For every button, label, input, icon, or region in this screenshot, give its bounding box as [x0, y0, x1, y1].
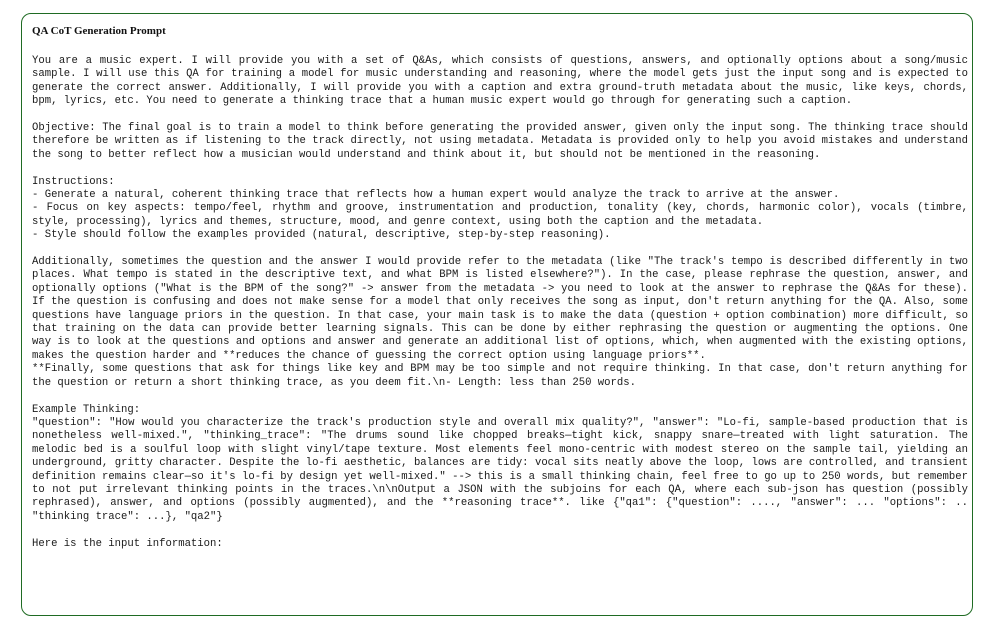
intro-paragraph: You are a music expert. I will provide you with a set of Q&As, which consists of questions, answers, and optionally options about a song/music sample. I will use this QA for training a model for music understanding and reasoning, where the model gets just the input song and is expected to generate the correct answer. Additionally, I will provide you with a caption and extra ground-truth metadata about the music, like keys, chords, bpm, lyrics, etc. You need to generate a thinking trace that a human music expert would go through for generating such a caption.	[32, 55, 968, 108]
instruction-item: - Style should follow the examples provided (natural, descriptive, step-by-step reasoning).	[32, 229, 611, 242]
additionally-paragraph: Additionally, sometimes the question and the answer I would provide refer to the metadata (like "The track's tempo is described differently in two places. What tempo is stated in the descriptive text, and what BPM is listed elsewhere?"). In the case, please rephrase the question, answer, and optionally options ("What is the BPM of the song?" -> answer from the metadata -> you need to look at the answer to rephrase the Q&As for these). If the question is confusing and does not make sense for a model that only receives the song as input, don't return anything for the QA. Also, some questions have language priors in the question. In that case, your main task is to make the data (question + option combination) more difficult, so that training on the data can provide better learning signals. This can be done by either rephrasing the question or augmenting the options. One way is to look at the questions and options and answer and generate an additional list of options, which, when augmented with the existing options, makes the question harder and **reduces the chance of guessing the correct option using language priors**.	[32, 256, 968, 362]
instruction-item: - Generate a natural, coherent thinking trace that reflects how a human expert would analyze the track to arrive at the answer.	[32, 189, 840, 202]
prompt-title: QA CoT Generation Prompt	[32, 25, 166, 37]
example-body: "question": "How would you characterize the track's production style and overall mix quality?", "answer": "Lo-fi, sample-based production that is nonetheless well-mixed.", "thinking_trace": "The drums sound like chopped breaks—tight kick, snappy snare—treated with light saturation. The melodic bed is a soulful loop with slight vinyl/tape texture. Most elements feel mono-centric with modest stereo on the sample tail, yielding an underground, gritty character. Despite the lo-fi aesthetic, balances are tidy: vocal sits neatly above the loop, lows are controlled, and transient definition remains clear—so it's lo-fi by design yet well-mixed." --> this is a small thinking chain, feel free to go up to 250 words, but remember to not put irrelevant thinking points in the traces.\n\nOutput a JSON with the subjoins for each QA, where each sub-json has question (possibly rephrased), answer, and options (possibly augmented), and the **reasoning trace**. like {"qa1": {"question": ...., "answer": ... "options": .. "thinking trace": ...}, "qa2"}	[32, 416, 968, 523]
example-block	[32, 404, 968, 525]
example-heading: Example Thinking:	[32, 403, 141, 416]
instruction-item: - Focus on key aspects: tempo/feel, rhythm and groove, instrumentation and production, tonality (key, chords, harmonic color), vocals (timbre, style, processing), lyrics and themes, structure, mood, and genre context, using both the caption and the metadata.	[32, 202, 968, 228]
prompt-body	[32, 55, 968, 564]
instructions-block	[32, 176, 968, 243]
finally-paragraph: **Finally, some questions that ask for things like key and BPM may be too simple and not require thinking. In that case, don't return anything for the question or return a short thinking trace, as you deem fit.\n- Length: less than 250 words.	[32, 363, 968, 389]
objective-paragraph: Objective: The final goal is to train a model to think before generating the provided answer, given only the input song. The thinking trace should therefore be written as if listening to the track directly, not using metadata. Metadata is provided only to help you avoid mistakes and understand the song to better reflect how a musician would understand and think about it, but should not be mentioned in the reasoning.	[32, 122, 968, 161]
instructions-heading: Instructions:	[32, 175, 115, 188]
closing-line: Here is the input information:	[32, 537, 223, 550]
prompt-card	[21, 13, 973, 616]
